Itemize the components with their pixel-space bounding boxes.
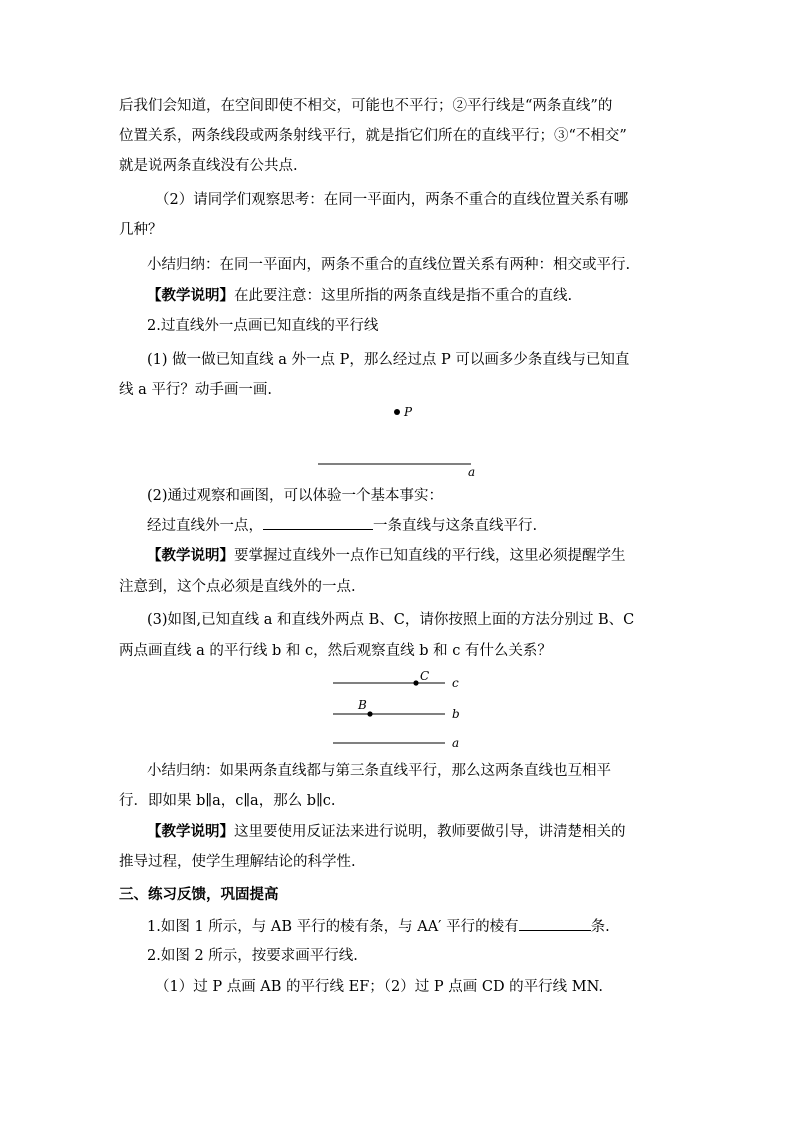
point-b: [367, 711, 372, 716]
paragraph-line: 推导过程，使学生理解结论的科学性.: [119, 854, 356, 870]
point-p-label: P: [404, 405, 413, 419]
exercise-line: （1）过 P 点画 AB 的平行线 EF；（2）过 P 点画 CD 的平行线 MN.: [155, 979, 604, 995]
question-line: (1) 做一做已知直线 a 外一点 P，那么经过点 P 可以画多少条直线与已知直: [147, 352, 630, 368]
exercise-text: 1.如图 1 所示，与 AB 平行的棱有条，与 AA′ 平行的棱有: [147, 919, 519, 935]
exercise-suffix: 条.: [590, 919, 610, 935]
teaching-note-tag: 【教学说明】: [147, 287, 234, 304]
teaching-note-tag: 【教学说明】: [147, 823, 234, 840]
line-a-label: a: [468, 465, 476, 479]
teaching-note-text: 要掌握过直线外一点作已知直线的平行线，这里必须提醒学生: [234, 548, 626, 564]
summary-line: 小结归纳：如果两条直线都与第三条直线平行，那么这两条直线也互相平: [147, 763, 611, 779]
paragraph-line: (2)通过观察和画图，可以体验一个基本事实：: [147, 488, 444, 504]
fill-in-prefix: 经过直线外一点，: [147, 518, 263, 534]
summary-line: 小结归纳：在同一平面内，两条不重合的直线位置关系有两种：相交或平行.: [147, 257, 631, 273]
line-c-label: c: [452, 676, 459, 690]
fill-in-suffix: 一条直线与这条直线平行.: [373, 518, 538, 534]
teaching-note-text: 在此要注意：这里所指的两条直线是指不重合的直线.: [234, 288, 573, 304]
point-c-label: C: [420, 669, 430, 683]
section-title: 三、练习反馈，巩固提高: [119, 886, 279, 903]
point-b-label: B: [358, 698, 367, 712]
section-heading: 2.过直线外一点画已知直线的平行线: [147, 318, 379, 334]
exercise-line: [147, 916, 610, 937]
teaching-note: [147, 822, 626, 842]
question-line: 两点画直线 a 的平行线 b 和 c，然后观察直线 b 和 c 有什么关系？: [119, 643, 552, 659]
paragraph-line: （2）请同学们观察思考：在同一平面内，两条不重合的直线位置关系有哪: [155, 192, 629, 208]
line-b-label: b: [452, 707, 460, 721]
summary-line: 行．即如果 b∥a，c∥a，那么 b∥c.: [119, 793, 336, 809]
paragraph-line: 几种？: [119, 222, 163, 238]
paragraph-line: 后我们会知道，在空间即使不相交，可能也不平行；②平行线是“两条直线”的: [119, 98, 613, 114]
line-a-label: a: [452, 736, 460, 750]
teaching-note-text: 这里要使用反证法来进行说明，教师要做引导，讲清楚相关的: [234, 824, 626, 840]
point-c: [413, 680, 418, 685]
teaching-note-tag: 【教学说明】: [147, 547, 234, 564]
question-line: (3)如图,已知直线 a 和直线外两点 B、C，请你按照上面的方法分别过 B、C: [147, 612, 635, 628]
paragraph-line: 位置关系，两条线段或两条射线平行，就是指它们所在的直线平行；③“不相交”: [119, 128, 627, 144]
paragraph-line: 注意到，这个点必须是直线外的一点.: [119, 579, 356, 595]
answer-blank[interactable]: [519, 916, 591, 931]
question-line: 线 a 平行？动手画一画.: [119, 382, 272, 398]
exercise-line: 2.如图 2 所示，按要求画平行线.: [147, 948, 358, 964]
paragraph-line: 就是说两条直线没有公共点.: [119, 158, 298, 174]
